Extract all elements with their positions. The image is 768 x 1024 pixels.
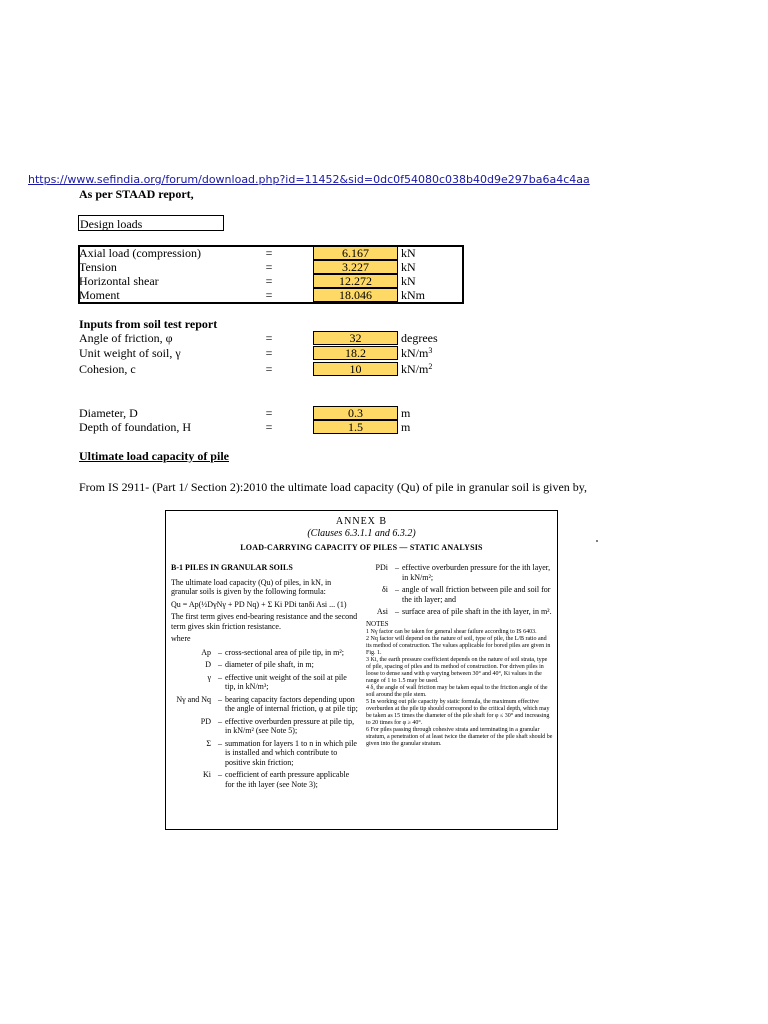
soil-value-unit-weight[interactable]: 18.2 xyxy=(313,346,398,360)
annex-def-left-5: Σ – summation for layers 1 to n in which pile is installed and which contribute to positive skin friction; xyxy=(171,739,359,768)
soil-value-cohesion[interactable]: 10 xyxy=(313,362,398,376)
annex-def-left-6-text: coefficient of earth pressure applicable for the ith layer (see Note 3); xyxy=(225,770,350,789)
load-value-shear[interactable]: 12.272 xyxy=(313,274,398,288)
annex-def-right-0: PDi – effective overburden pressure for the ith layer, in kN/m²; xyxy=(366,563,553,582)
annex-where: where xyxy=(171,634,191,643)
annex-note-6: 6 For piles passing through cohesive strata and terminating in a granular stratum, a penetration of at least twice the diameter of the pile shaft should be given into the granular stratum. xyxy=(366,727,553,747)
annex-note-4: 4 δ, the angle of wall friction may be taken equal to the friction angle of the soil around the pile stem. xyxy=(366,685,548,698)
soil-eq-cohesion: = xyxy=(265,362,273,376)
annex-def-left-0: Ap – cross-sectional area of pile tip, in m²; xyxy=(171,648,359,658)
load-eq-tension: = xyxy=(265,260,273,274)
annex-def-left-0-text: cross-sectional area of pile tip, in m²; xyxy=(225,647,345,657)
annex-note-2: 2 Nq factor will depend on the nature of soil, type of pile, the L/B ratio and its method of construction. The values applicable for bored piles are given in Fig. 1. xyxy=(366,636,551,656)
annex-def-left-0-sym: Ap xyxy=(201,647,211,657)
load-unit-moment: kNm xyxy=(401,288,425,302)
soil-unit-cohesion xyxy=(401,362,432,376)
soil-unit-cohesion-base: kN/m xyxy=(401,362,429,376)
annex-intro: The ultimate load capacity (Qu) of piles, in kN, in granular soils is given by the following formula: xyxy=(171,577,332,596)
load-value-axial[interactable]: 6.167 xyxy=(313,246,398,260)
annex-def-left-3-text: bearing capacity factors depending upon the angle of internal friction, φ at pile tip; xyxy=(225,694,358,713)
soil-eq-friction: = xyxy=(265,331,273,345)
annex-right-column xyxy=(366,563,553,748)
annex-def-left-1-sym: D xyxy=(205,660,211,669)
stray-dot xyxy=(596,540,598,542)
annex-def-right-2: Asi – surface area of pile shaft in the ith layer, in m². xyxy=(366,607,553,617)
annex-clauses: (Clauses 6.3.1.1 and 6.3.2) xyxy=(307,528,416,539)
annex-left-column xyxy=(171,563,359,792)
soil-eq-unit-weight: = xyxy=(265,346,273,360)
annex-subtitle: LOAD-CARRYING CAPACITY OF PILES — STATIC ANALYSIS xyxy=(240,543,483,552)
load-label-axial: Axial load (compression) xyxy=(79,246,201,260)
annex-section-heading: B-1 PILES IN GRANULAR SOILS xyxy=(171,563,293,572)
annex-note-1: 1 Nγ factor can be taken for general shear failure according to IS 6403. xyxy=(366,629,537,635)
annex-def-left-4-text: effective overburden pressure at pile tip, in kN/m² (see Note 5); xyxy=(225,716,355,735)
annex-note-5: 5 In working out pile capacity by static formula, the maximum effective overburden at the pile tip should correspond to the critical depth, which may be taken as 15 times the diameter of the pile shaft for φ ≤ 30° and increasing to 20 times for φ ≥ 40°. xyxy=(366,699,550,726)
soil-label-friction: Angle of friction, φ xyxy=(79,331,173,345)
load-unit-axial: kN xyxy=(401,246,416,260)
ultimate-load-text: From IS 2911- (Part 1/ Section 2):2010 the ultimate load capacity (Qu) of pile in granular soil is given by, xyxy=(79,480,588,494)
annex-def-left-3: Nγ and Nq – bearing capacity factors depending upon the angle of internal friction, φ at pile tip; xyxy=(171,695,359,714)
annex-def-left-1-text: diameter of pile shaft, in m; xyxy=(225,660,314,669)
annex-def-left-6-sym: Ki xyxy=(203,770,211,779)
design-loads-label: Design loads xyxy=(78,215,224,231)
geom-eq-depth: = xyxy=(265,420,273,434)
annex-notes-title: NOTES xyxy=(366,619,389,628)
annex-def-left-2-text: effective unit weight of the soil at pile tip, in kN/m³; xyxy=(225,672,347,691)
annex-def-left-5-sym: Σ xyxy=(206,738,211,748)
load-label-tension: Tension xyxy=(79,260,117,274)
annex-note-3: 3 Ki, the earth pressure coefficient depends on the nature of soil strata, type of pile, spacing of piles and its method of construction. For driven piles in loose to dense sand with φ varying between 30° and 40°, Ki values in the range of 1 to 1.5 may be used. xyxy=(366,657,548,684)
soil-unit-unit-weight-base: kN/m xyxy=(401,346,429,360)
annex-def-left-1: D – diameter of pile shaft, in m; xyxy=(171,660,359,670)
load-eq-moment: = xyxy=(265,288,273,302)
soil-unit-cohesion-sup: 2 xyxy=(428,362,433,371)
geom-value-diameter[interactable]: 0.3 xyxy=(313,406,398,420)
soil-unit-unit-weight xyxy=(401,346,432,360)
annex-def-left-3-sym: Nγ and Nq xyxy=(176,694,211,704)
annex-terms: The first term gives end-bearing resistance and the second term gives skin friction resistance. xyxy=(171,612,358,631)
geom-unit-depth: m xyxy=(401,420,411,434)
annex-def-left-6: Ki – coefficient of earth pressure applicable for the ith layer (see Note 3); xyxy=(171,770,359,789)
annex-formula: Qu = Ap(½DγNγ + PD Nq) + Σ Ki PDi tanδi Asi ... (1) xyxy=(171,599,347,609)
load-eq-shear: = xyxy=(265,274,273,288)
load-value-moment[interactable]: 18.046 xyxy=(313,288,398,302)
geom-label-diameter: Diameter, D xyxy=(79,406,138,420)
annex-def-left-5-text: summation for layers 1 to n in which pile is installed and which contribute to positive skin friction; xyxy=(225,738,357,767)
geom-eq-diameter: = xyxy=(265,406,273,420)
load-unit-shear: kN xyxy=(401,274,416,288)
load-value-tension[interactable]: 3.227 xyxy=(313,260,398,274)
annex-def-left-4-sym: PD xyxy=(200,716,211,726)
ultimate-load-heading: Ultimate load capacity of pile xyxy=(79,449,229,463)
annex-def-left-2: γ – effective unit weight of the soil at pile tip, in kN/m³; xyxy=(171,673,359,692)
geom-unit-diameter: m xyxy=(401,406,411,420)
soil-unit-friction: degrees xyxy=(401,331,438,345)
annex-title: ANNEX B xyxy=(335,516,388,527)
geom-value-depth[interactable]: 1.5 xyxy=(313,420,398,434)
soil-unit-unit-weight-sup: 3 xyxy=(428,346,433,355)
soil-label-unit-weight: Unit weight of soil, γ xyxy=(79,346,181,360)
annex-def-right-0-sym: PDi xyxy=(375,563,388,572)
annex-b-image xyxy=(165,510,558,830)
soil-value-friction[interactable]: 32 xyxy=(313,331,398,345)
annex-def-left-4: PD – effective overburden pressure at pile tip, in kN/m² (see Note 5); xyxy=(171,717,359,736)
load-label-moment: Moment xyxy=(79,288,120,302)
annex-def-right-2-sym: Asi xyxy=(376,607,388,616)
load-label-shear: Horizontal shear xyxy=(79,274,159,288)
annex-def-right-1: δi – angle of wall friction between pile and soil for the ith layer; and xyxy=(366,585,553,604)
soil-heading: Inputs from soil test report xyxy=(79,317,218,331)
load-eq-axial: = xyxy=(265,246,273,260)
annex-def-right-0-text: effective overburden pressure for the ith layer, in kN/m²; xyxy=(402,563,551,582)
source-link[interactable]: https://www.sefindia.org/forum/download.php?id=11452&sid=0dc0f54080c038b40d9e297ba6a4c4aa xyxy=(28,173,590,186)
annex-def-right-2-text: surface area of pile shaft in the ith layer, in m². xyxy=(402,607,552,616)
staad-heading: As per STAAD report, xyxy=(79,187,194,201)
load-unit-tension: kN xyxy=(401,260,416,274)
annex-def-right-1-text: angle of wall friction between pile and soil for the ith layer; and xyxy=(402,585,551,604)
annex-def-left-2-sym: γ xyxy=(207,672,211,682)
geom-label-depth: Depth of foundation, H xyxy=(79,420,191,434)
annex-def-right-1-sym: δi xyxy=(382,585,388,594)
soil-label-cohesion: Cohesion, c xyxy=(79,362,136,376)
